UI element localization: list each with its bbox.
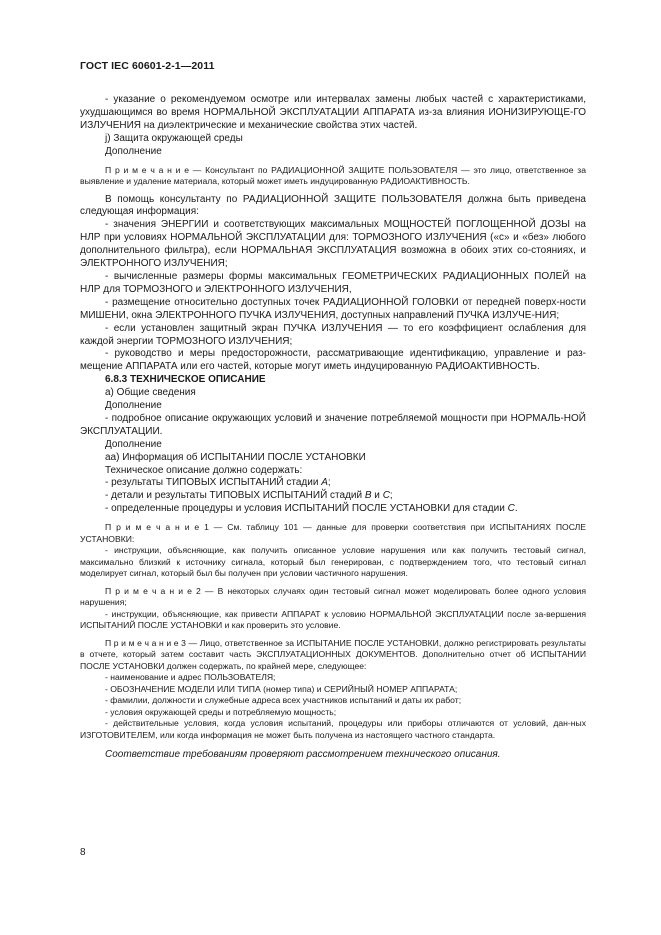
note [80,638,586,673]
document-body [80,94,586,762]
note-item: - инструкции, объясняющие, как привести АППАРАТ к условию НОРМАЛЬНОЙ ЭКСПЛУАТАЦИИ после за-вершения ИСПЫТАНИЙ ПОСЛЕ УСТАНОВКИ и как проверить это условие. [80,608,586,631]
paragraph: В помощь консультанту по РАДИАЦИОННОЙ ЗАЩИТЕ ПОЛЬЗОВАТЕЛЯ должна быть приведена следующая информация: [80,193,586,218]
paragraph: Дополнение [105,438,162,450]
note-label: П р и м е ч а н и е 2 [105,585,201,596]
list-item: - вычисленные размеры формы максимальных ГЕОМЕТРИЧЕСКИХ РАДИАЦИОННЫХ ПОЛЕЙ на НЛР для ТОРМОЗНОГО и ЭЛЕКТРОННОГО ИЗЛУЧЕНИЯ, [80,270,586,295]
list-item: - размещение относительно доступных точек РАДИАЦИОННОЙ ГОЛОВКИ от передней поверх-ности МИШЕНИ, окна ЭЛЕКТРОННОГО ПУЧКА ИЗЛУЧЕНИЯ, доступных направлений ПУЧКА ИЗЛУЧЕ-НИЯ; [80,296,586,321]
paragraph: Дополнение [105,145,162,157]
list-item: - руководство и меры предосторожности, рассматривающие идентификацию, управление и раз-мещение АППАРАТА или его частей, которые могут иметь индуцированную РАДИОАКТИВНОСТЬ. [80,348,586,373]
note-item: - наименование и адрес ПОЛЬЗОВАТЕЛЯ; [105,672,276,683]
stage-letter: C [382,490,390,502]
stage-letter: B [364,490,372,502]
paragraph: - подробное описание окружающих условий и значение потребляемой мощности при НОРМАЛЬ-НОЙ ЭКСПЛУАТАЦИИ. [80,412,586,437]
note [80,522,586,545]
document-header: ГОСТ IEC 60601-2-1—2011 [80,60,215,72]
note-item: - фамилии, должности и служебные адреса всех участников испытаний и даты их работ; [105,695,462,706]
list-item-text: - определенные процедуры и условия ИСПЫТАНИЙ ПОСЛЕ УСТАНОВКИ для стадии [105,503,508,515]
stage-letter: C [507,503,515,515]
paragraph: Дополнение [105,400,162,412]
list-item-text: - детали и результаты ТИПОВЫХ ИСПЫТАНИЙ стадий [105,490,365,502]
list-item [80,490,586,503]
note-text: — Консультант по РАДИАЦИОННОЙ ЗАЩИТЕ ПОЛЬЗОВАТЕЛЯ — это лицо, ответственное за выявление и удаление материала, который может иметь индуцированную РАДИОАКТИВНОСТЬ. [80,164,586,187]
compliance-statement: Соответствие требованиям проверяют рассмотрением технического описания. [105,749,501,761]
page-number: 8 [80,847,86,858]
note [80,586,586,609]
note-item: - условия окружающей среды и потребляемую мощность; [105,706,337,717]
note-label: П р и м е ч а н и е 1 [105,522,209,533]
list-item: - значения ЭНЕРГИИ и соответствующих максимальных МОЩНОСТЕЙ ПОГЛОЩЕННОЙ ДОЗЫ на НЛР при условиях НОРМАЛЬНОЙ ЭКСПЛУАТАЦИИ для: ТОРМОЗНОГО ИЗЛУЧЕНИЯ («с» и «без» любого дополнительного фильтра), если НОРМАЛЬНАЯ ЭКСПЛУАТАЦИЯ возможна в обоих этих со-стояниях, и ЭЛЕКТРОННОГО ИЗЛУЧЕНИЯ; [80,219,586,270]
note [80,165,586,188]
paragraph: aa) Информация об ИСПЫТАНИИ ПОСЛЕ УСТАНОВКИ [105,451,366,463]
note-text: — Лицо, ответственное за ИСПЫТАНИЕ ПОСЛЕ УСТАНОВКИ, должно регистрировать результаты в отчете, который затем составит часть ЭКСПЛУАТАЦИОННЫХ ДОКУМЕНТОВ. Дополнительно отчет об ИСПЫТАНИИ ПОСЛЕ УСТАНОВКИ должен содержать, по крайней мере, следующее: [80,637,586,671]
list-item [80,477,586,490]
note-label: П р и м е ч а н и е [105,164,189,175]
conjunction: и [371,490,383,502]
section-heading: 6.8.3 ТЕХНИЧЕСКОЕ ОПИСАНИЕ [105,374,266,386]
paragraph: j) Защита окружающей среды [105,132,243,144]
note-text: — В некоторых случаях один тестовый сигнал может моделировать более одного условия нарушения; [80,585,587,608]
list-item [80,503,586,516]
note-label: П р и м е ч а н и е 3 [105,637,186,648]
note-item: - действительные условия, когда условия испытаний, процедуры или приборы отличаются от условий, дан-ных ИЗГОТОВИТЕЛЕМ, или когда информация не может быть получена из настоящего частного стандарта. [80,718,586,740]
list-item-text: - результаты ТИПОВЫХ ИСПЫТАНИЙ стадии [105,477,322,489]
note-item: - ОБОЗНАЧЕНИЕ МОДЕЛИ ИЛИ ТИПА (номер типа) и СЕРИЙНЫЙ НОМЕР АППАРАТА; [105,683,458,694]
note-text: — См. таблицу 101 — данные для проверки соответствия при ИСПЫТАНИЯХ ПОСЛЕ УСТАНОВКИ: [80,522,587,544]
paragraph: a) Общие сведения [105,387,196,399]
list-item: - если установлен защитный экран ПУЧКА ИЗЛУЧЕНИЯ — то его коэффициент ослабления для каждой энергии ТОРМОЗНОГО ИЗЛУЧЕНИЯ; [80,322,586,347]
paragraph: - указание о рекомендуемом осмотре или интервалах замены любых частей с характеристиками, ухудшающимся во время НОРМАЛЬНОЙ ЭКСПЛУАТАЦИИ АППАРАТА из-за влияния ИОНИЗИРУЮЩЕ-ГО ИЗЛУЧЕНИЯ на диэлектрические и механические свойства этих частей. [80,94,586,131]
paragraph: Техническое описание должно содержать: [105,464,303,476]
punctuation: . [514,503,518,515]
punctuation: ; [389,490,393,502]
note-item: - инструкции, объясняющие, как получить описанное условие нарушения или как получить тестовый сигнал, максимально близкий к источнику сигнала, который был генерирован, с подтверждением того, что тестовый сигнал моделирует сигнал, который был бы получен при условии частичного нарушения. [80,545,586,579]
stage-letter: A [321,477,328,489]
punctuation: ; [327,477,331,489]
